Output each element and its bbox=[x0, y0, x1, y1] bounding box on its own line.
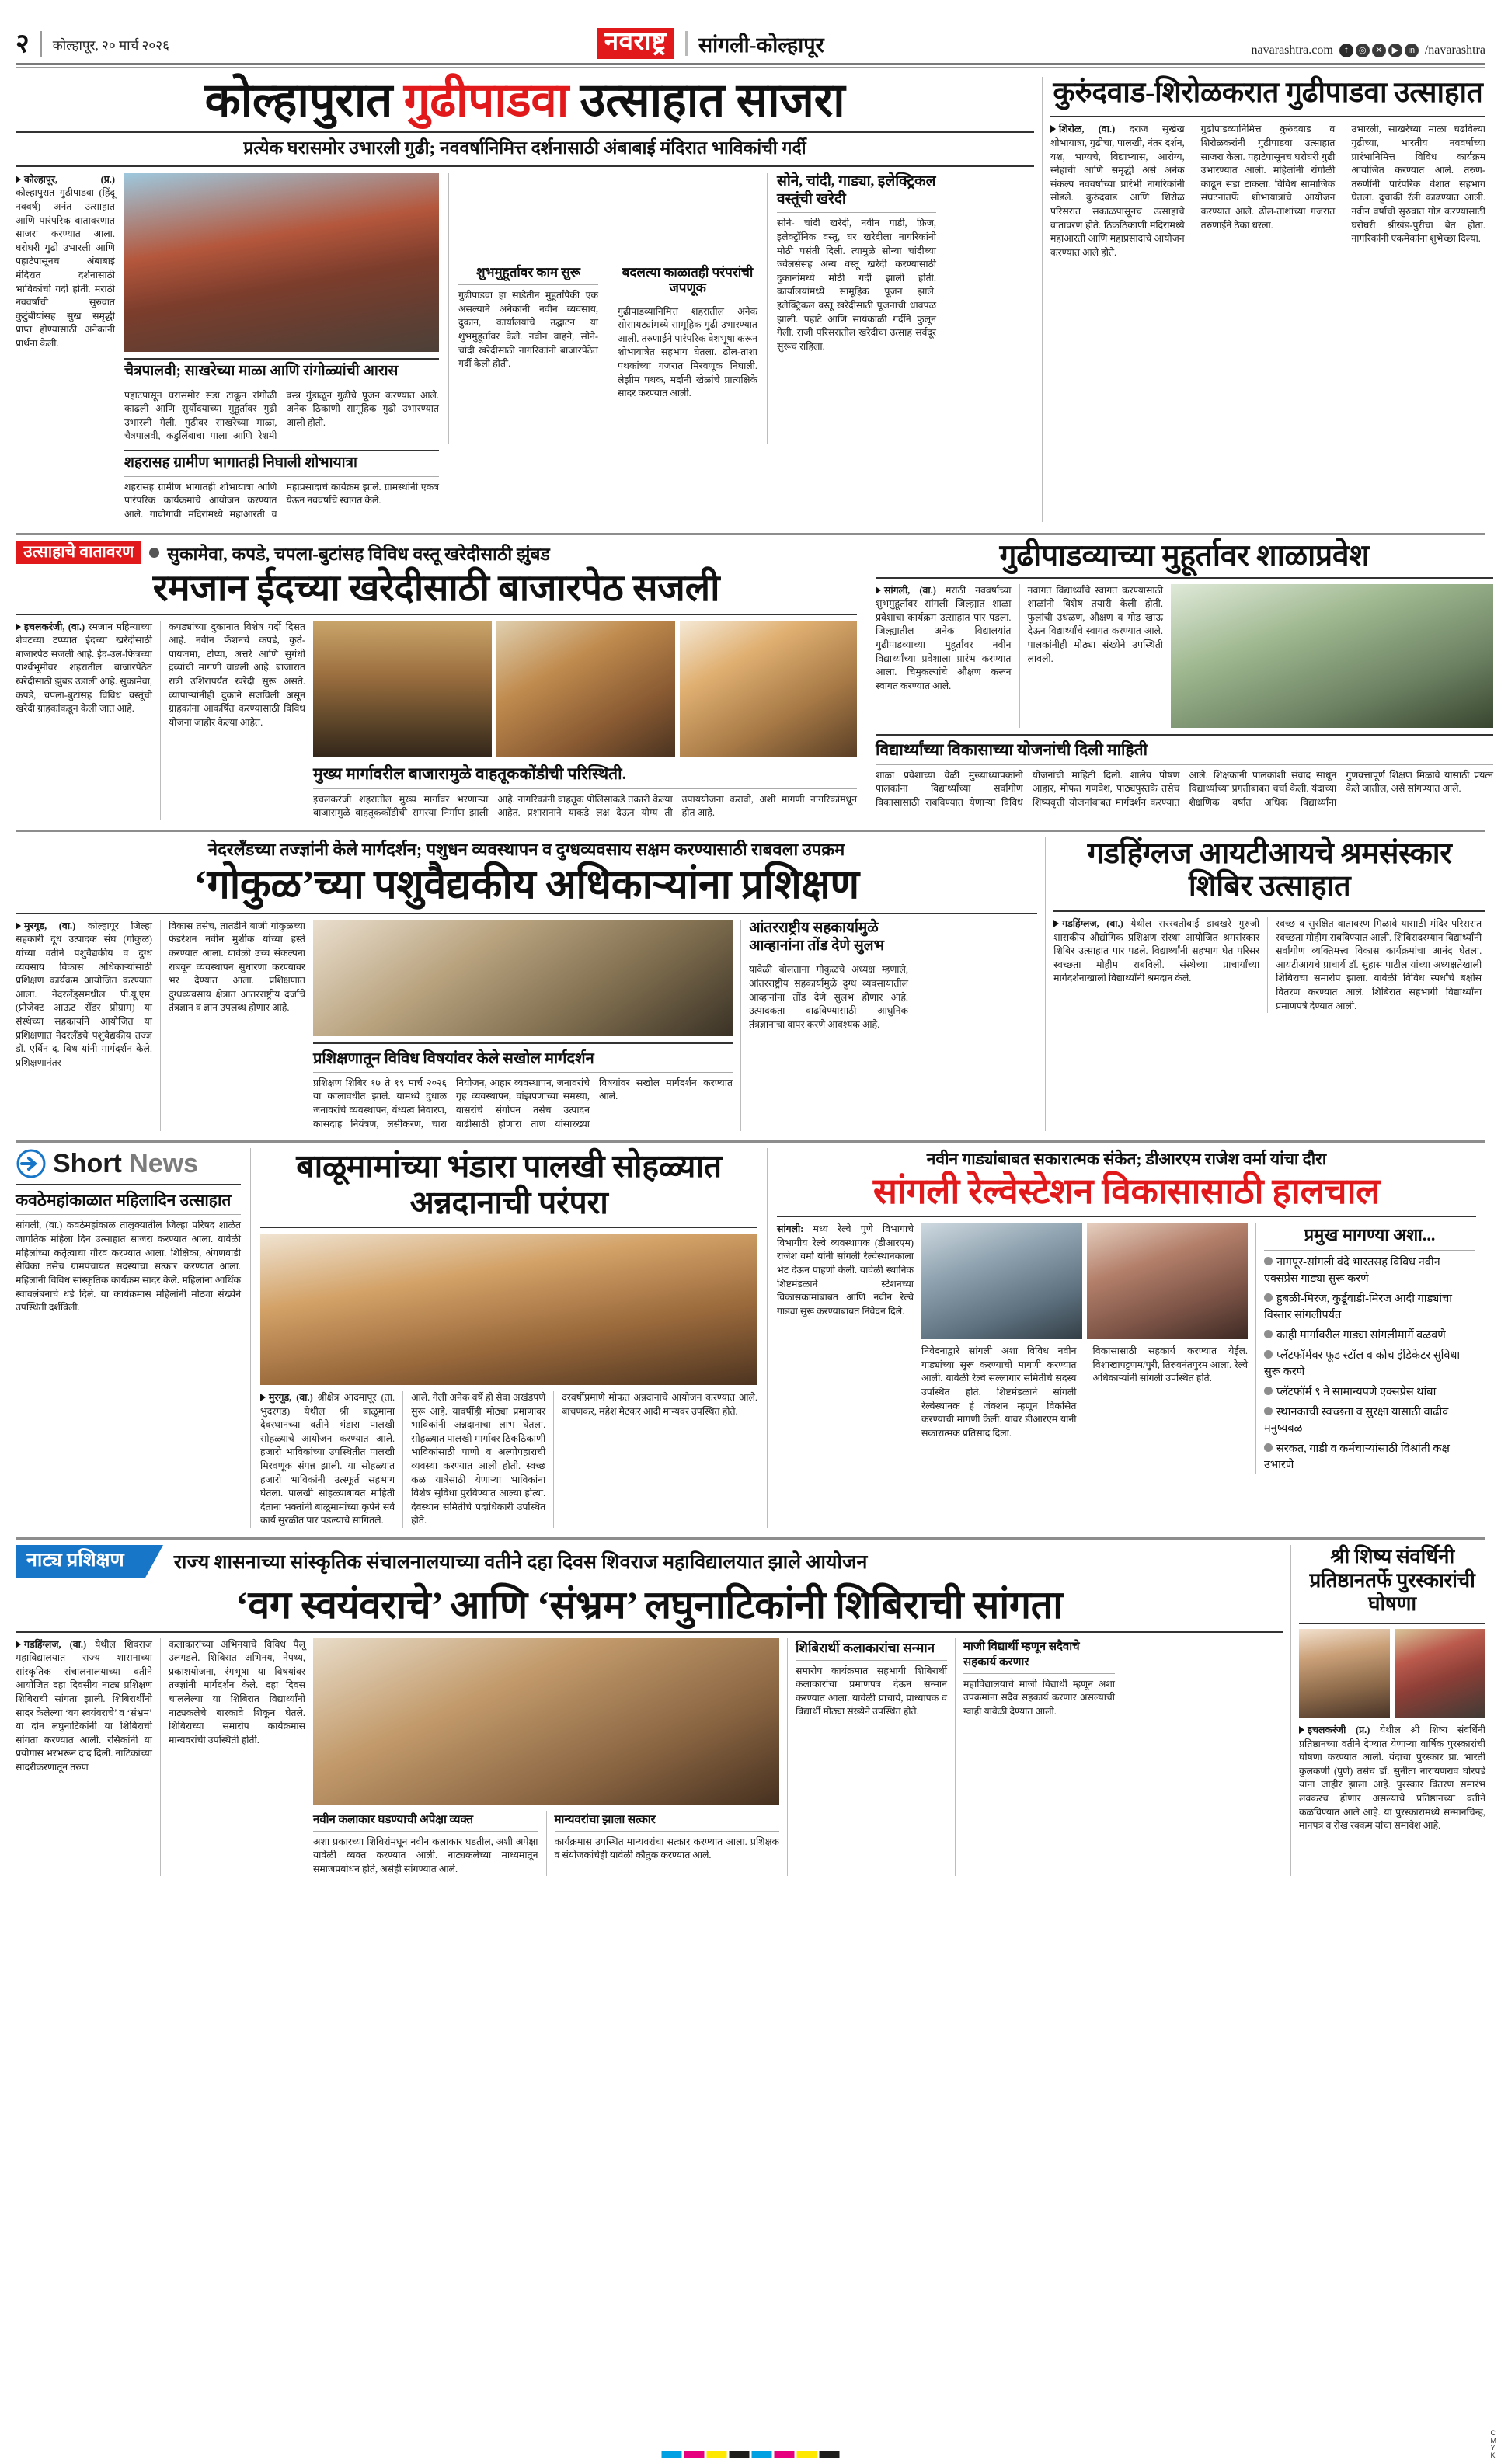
school-col2-text: नवागत विद्यार्थ्यांचे स्वागत करण्यासाठी शाळांनी विशेष तयारी केली होती. फुलांची उधळण, औक्षण व गोड खाऊ देऊन विद्यार्थ्यांचे स्वागत करण्यात आले. पालकांनीही मोठ्या संख्येने उपस्थिती लावली. bbox=[1027, 584, 1163, 664]
gokul-right-title: आंतरराष्ट्रीय सहकार्यामुळे आव्हानांना तोंड देणे सुलभ bbox=[749, 919, 884, 954]
balumama-col3-text: दरवर्षीप्रमाणे मोफत अन्नदानाचे आयोजन करण्यात आले. बाचणकर, महेश मेटकर आदी मान्यवर उपस्थित होते. bbox=[562, 1391, 757, 1417]
lead-sub2-rule-2 bbox=[124, 476, 439, 477]
balumama-photo bbox=[260, 1234, 757, 1385]
balumama-divider-2 bbox=[553, 1391, 554, 1528]
natya-kicker: राज्य शासनाच्या सांस्कृतिक संचालनालयाच्या वतीने दहा दिवस शिवराज महाविद्यालयात झाले आयोजन bbox=[173, 1551, 868, 1573]
bazaar-photo-block bbox=[313, 621, 857, 820]
lead-divider-1 bbox=[448, 173, 449, 444]
school-headline: गुढीपाडव्याच्या मुहूर्तावर शाळाप्रवेश bbox=[999, 538, 1370, 572]
kurundwad-col-3 bbox=[1351, 123, 1485, 259]
kurundwad-col1-text bbox=[1050, 123, 1185, 259]
lead-col2-rule bbox=[458, 284, 598, 285]
shortnews-item-title: कवठेमहांकाळात महिलादिन उत्साहात bbox=[16, 1191, 232, 1210]
natya-sub2-rule bbox=[796, 1660, 947, 1661]
gadhinglaj-rule bbox=[1053, 910, 1485, 912]
balumama-divider-1 bbox=[402, 1391, 403, 1528]
shortnews-rule bbox=[16, 1184, 241, 1185]
natya-sub3-title: मान्यवरांचा झाला सत्कार bbox=[554, 1813, 656, 1826]
bullet-icon bbox=[1299, 1726, 1304, 1734]
page-number: २ bbox=[16, 30, 30, 58]
kurundwad-col2-text: गुढीपाडव्यानिमित्त कुरुंदवाड व शिरोळकरांनी गुढीपाडवा उत्साहात साजरा केला. पहाटेपासूनच घरोघरी गुढी उभारण्यात आली. महिलांनी रांगोळी काढून सडा टाकला. विविध सामाजिक संघटनांतर्फे शोभायात्रांचे आयोजन करण्यात आले. ढोल-ताशांच्या गजरात तरुणाईने ठेका धरला. bbox=[1200, 124, 1336, 231]
demands-title: प्रमुख मागण्या अशा... bbox=[1304, 1225, 1436, 1245]
row-bazaar bbox=[16, 538, 1493, 820]
railway-headline: सांगली रेल्वेस्टेशन विकासासाठी हालचाल bbox=[872, 1171, 1381, 1212]
gokul-col-1 bbox=[16, 920, 152, 1131]
lead-headline-part2: उत्साहात साजरा bbox=[568, 75, 845, 126]
row4-divider-1 bbox=[250, 1148, 251, 1528]
bullet-dot-icon bbox=[1264, 1443, 1273, 1452]
gokul-divider-2 bbox=[740, 920, 741, 1131]
school-story bbox=[876, 538, 1493, 820]
section-rule-1 bbox=[16, 533, 1485, 535]
lead-col2-title: शुभमुहूर्तावर काम सुरू bbox=[475, 264, 581, 280]
gokul-sub-text: प्रशिक्षण शिबिर १७ ते १९ मार्च २०२६ या कालावधीत झाले. यामध्ये दुधाळ जनावरांचे व्यवस्थापन, वंध्यत्व निवारण, कासदाह नियंत्रण, लसीकरण, चारा नियोजन, आहार व्यवस्थापन, जनावरांचे गृह व्यवस्थापन, वांझपणाच्या समस्या, वासरांचे संगोपन तसेच उत्पादन वाढीसाठी होणारा ताण यांसारख्या विषयांवर सखोल मार्गदर्शन करण्यात आले. bbox=[313, 1077, 733, 1129]
balumama-columns bbox=[260, 1391, 757, 1528]
gadhinglaj-col1-body: येथील सरस्वतीबाई डावखरे गुरुजी शासकीय औद्योगिक प्रशिक्षण संस्था आयोजित श्रमसंस्कार शिबिर उत्साहात पार पडले. विद्यार्थ्यांनी सहभाग घेत परिसर स्वच्छता मोहीम राबविली. संस्थेच्या प्राचार्यांच्या मार्गदर्शनाखाली विद्यार्थ्यांनी श्रमदान केले. bbox=[1053, 917, 1260, 984]
school-sub-rule-2 bbox=[876, 764, 1493, 765]
lead-photo bbox=[124, 173, 439, 352]
bazaar-photo-1 bbox=[313, 621, 492, 757]
bullet-icon bbox=[1053, 920, 1059, 927]
lead-rule-2 bbox=[16, 165, 1034, 167]
short-news-label bbox=[53, 1150, 198, 1177]
school-sub-text: शाळा प्रवेशाच्या वेळी मुख्याध्यापकांनी पालकांना विद्यार्थ्यांच्या सर्वांगीण विकासासाठी राबविण्यात येणाऱ्या विविध योजनांची माहिती दिली. शालेय पोषण आहार, मोफत गणवेश, पाठ्यपुस्तके तसेच शिष्यवृत्ती योजनांबाबत मार्गदर्शन करण्यात आले. शिक्षकांनी पालकांशी संवाद साधून विद्यार्थ्यांच्या प्रगतीबाबत चर्चा केली. यंदाच्या शैक्षणिक वर्षात अधिक विद्यार्थ्यांना गुणवत्तापूर्ण शिक्षण मिळावे यासाठी प्रयत्न केले जातील, असे सांगण्यात आले. bbox=[876, 769, 1493, 808]
lead-sub2-title: शहरासह ग्रामीण भागातही निघाली शोभायात्रा bbox=[124, 454, 357, 471]
lead-divider-3 bbox=[767, 173, 768, 444]
gadhinglaj-col2-text: स्वच्छ व सुरक्षित वातावरण मिळावे यासाठी मंदिर परिसरात स्वच्छता मोहीम राबविण्यात आली. शिबिरादरम्यान विद्यार्थ्यांनी सर्वांगीण व्यक्तिमत्त्व विकास कार्यक्रमांचा आनंद घेतला. आयटीआयचे प्राचार्य डॉ. सुहास पाटील यांच्या अध्यक्षतेखाली शिबिराचा समारोप झाला. यावेळी विविध स्पर्धांचे बक्षीस वितरण करण्यात आले. शिबिरात सहभागी विद्यार्थ्यांना प्रमाणपत्रे देण्यात आली. bbox=[1276, 917, 1482, 1011]
natya-col2-text: कलाकारांच्या अभिनयाचे विविध पैलू उलगडले. शिबिरात अभिनय, नेपथ्य, प्रकाशयोजना, रंगभूषा या विषयांवर तज्ज्ञांनी मार्गदर्शन केले. दहा दिवस चाललेल्या या शिबिरात विद्यार्थ्यांनी नाट्यकलेचे बारकावे शिकून घेतले. शिबिराच्या समारोप कार्यक्रमास मान्यवरांची उपस्थिती होती. bbox=[169, 1638, 305, 1745]
gokul-sub-rule bbox=[313, 1042, 733, 1044]
lead-rule bbox=[16, 131, 1034, 133]
lead-col-3 bbox=[618, 173, 757, 444]
bullet-icon bbox=[16, 1641, 21, 1648]
bullet-icon bbox=[1050, 125, 1056, 133]
natya-sub1-text: अशा प्रकारच्या शिबिरांमधून नवीन कलाकार घडतील, अशी अपेक्षा यावेळी व्यक्त करण्यात आली. नाट्यकलेच्या माध्यमातून समाजप्रबोधन होते, असेही सांगण्यात आले. bbox=[313, 1836, 538, 1874]
kurundwad-headline: कुरुंदवाड-शिरोळकरात गुढीपाडवा उत्साहात bbox=[1053, 77, 1483, 109]
natya-divider-1 bbox=[160, 1638, 161, 1877]
lead-sub1-title: चैत्रपालवी; साखरेच्या माळा आणि रांगोळ्यांची आरास bbox=[124, 362, 399, 379]
lead-deck-text: सोने- चांदी खरेदी, नवीन गाडी, फ्रिज, इलेक्ट्रॉनिक वस्तू, घर खरेदीला नागरिकांनी मोठी पसंती दिली. त्यामुळे सोन्या चांदीच्या ज्वेलर्ससह अन्य वस्तू खरेदी करण्यासाठी दुकानांमध्ये मोठी गर्दी झाली होती. कार्यालयांमध्ये सामूहिक पूजन झाले. इलेक्ट्रिकल वस्तू खरेदीसाठी पूजनाची धावपळ झाली. पहाटे आणि सायंकाळी गर्दीने फुलून गेली. राजी परिसरातील खरेदीचा उत्साह सर्वदूर सुरूच राहिला. bbox=[777, 218, 936, 352]
lead-story bbox=[16, 77, 1034, 522]
demand-item: प्लॅटफॉर्म ९ ने सामान्यपणे एक्सप्रेस थांबा bbox=[1264, 1384, 1475, 1401]
demands-rule bbox=[1264, 1250, 1475, 1251]
lead-headline-highlight: गुढीपाडवा bbox=[403, 75, 569, 126]
gadhinglaj-dateline: गडहिंग्लज, (वा.) bbox=[1062, 917, 1123, 929]
masthead bbox=[16, 14, 1485, 57]
bullet-dot-icon bbox=[1264, 1387, 1273, 1395]
awards-rule bbox=[1299, 1623, 1485, 1624]
row5-divider bbox=[1290, 1545, 1291, 1876]
lead-sub2-rule bbox=[124, 450, 439, 451]
bullet-icon bbox=[260, 1394, 266, 1401]
natya-story bbox=[16, 1545, 1283, 1876]
bazaar-caption-rule bbox=[313, 788, 857, 789]
bazaar-rule bbox=[16, 614, 857, 615]
school-dateline: सांगली, (वा.) bbox=[884, 584, 936, 596]
natya-sub4-text: महाविद्यालयाचे माजी विद्यार्थी म्हणून अशा उपक्रमांना सदैव सहकार्य करणार असल्याची ग्वाही यावेळी देण्यात आली. bbox=[963, 1678, 1115, 1717]
kurundwad-col-2 bbox=[1201, 123, 1336, 259]
brand-logo: नवराष्ट्र bbox=[597, 28, 674, 59]
awards-story bbox=[1299, 1545, 1485, 1876]
balumama-story bbox=[260, 1148, 757, 1528]
gadhinglaj-col-2 bbox=[1276, 917, 1482, 1013]
lead-col3-title: बदलत्या काळातही परंपरांची जपणूक bbox=[622, 264, 754, 296]
lead-sub2-block bbox=[124, 450, 439, 522]
demand-item: प्लॅटफॉर्मवर फूड स्टॉल व कोच इंडिकेटर सुविधा सुरू करणे bbox=[1264, 1349, 1461, 1379]
bazaar-col1-text bbox=[16, 621, 152, 716]
lead-col-1 bbox=[16, 173, 115, 444]
bullet-icon bbox=[16, 623, 21, 631]
bullet-icon bbox=[16, 922, 21, 930]
gokul-rule bbox=[16, 913, 1037, 914]
kurundwad-columns bbox=[1050, 123, 1485, 259]
school-sub bbox=[876, 734, 1493, 810]
demand-item: सरकत, गाडी व कर्मचाऱ्यांसाठी विश्रांती कक्ष उभारणे bbox=[1264, 1443, 1450, 1472]
kurundwad-rule bbox=[1050, 116, 1485, 117]
bazaar-tag: उत्साहाचे वातावरण bbox=[16, 541, 141, 564]
gokul-story bbox=[16, 837, 1037, 1131]
row4-divider-2 bbox=[767, 1148, 768, 1528]
row-shortnews bbox=[16, 1148, 1485, 1528]
kurundwad-story bbox=[1050, 77, 1485, 522]
shortnews-item-text: सांगली, (वा.) कवठेमहांकाळ तालुक्यातील जिल्हा परिषद शाळेत जागतिक महिला दिन उत्साहात साजरा करण्यात आला. यावेळी महिलांच्या कर्तृत्वाचा गौरव करण्यात आला. शिक्षिका, अंगणवाडी सेविका तसेच ग्रामपंचायत सदस्यांचा सत्कार करण्यात आला. महिलांनी विविध सांस्कृतिक कार्यक्रम सादर केले. महिलांना आर्थिक स्वावलंबनाचे धडे दिले. या कार्यक्रमास महिलांनी मोठ्या संख्येने उपस्थिती दर्शविली. bbox=[16, 1220, 241, 1314]
brand-divider bbox=[685, 31, 688, 56]
lead-sub1-text: पहाटपासून घरासमोर सडा टाकून रांगोळी काढली आणि सुर्योदयाच्या मुहूर्तावर गुढी उभारली गेली. गुढीवर साखरेच्या माळा, चैत्रपालवी, कडुलिंबाचा पाला आणि रेशमी वस्त्र गुंडाळून गुढीचे पूजन करण्यात आले. अनेक ठिकाणी सामूहिक गुढी उभारण्यात आली होती. bbox=[124, 389, 439, 442]
school-photo bbox=[1171, 584, 1493, 728]
school-top bbox=[876, 584, 1493, 728]
railway-photo-2 bbox=[1087, 1223, 1248, 1339]
section-rule-4 bbox=[16, 1537, 1485, 1540]
color-registration-bars bbox=[662, 2451, 840, 2458]
railway-col1-text bbox=[777, 1223, 914, 1318]
bazaar-story bbox=[16, 541, 857, 820]
social-handle[interactable]: /navarashtra bbox=[1424, 44, 1485, 57]
lead-sub2-text: शहरासह ग्रामीण भागातही शोभायात्रा आणि पारंपरिक कार्यक्रमांचे आयोजन करण्यात आले. गावोगावी मंदिरांमध्ये महाआरती व महाप्रसादाचे कार्यक्रम झाले. ग्रामस्थांनी एकत्र येऊन नववर्षाचे स्वागत केले. bbox=[124, 481, 439, 520]
natya-col-1 bbox=[16, 1638, 152, 1877]
section-rule-2 bbox=[16, 830, 1485, 832]
balumama-col-2 bbox=[411, 1391, 545, 1528]
natya-headline-q1: ‘वग स्वयंवराचे’ bbox=[235, 1582, 442, 1627]
bazaar-columns bbox=[16, 621, 857, 820]
natya-sub1-rule bbox=[313, 1831, 538, 1832]
lead-subhead: प्रत्येक घरासमोर उभारली गुढी; नववर्षानिमित्त दर्शनासाठी अंबाबाई मंदिरात भाविकांची गर्दी bbox=[243, 138, 806, 158]
gokul-divider-1 bbox=[160, 920, 161, 1131]
bullet-icon bbox=[876, 586, 881, 594]
lead-col2-text: गुढीपाडवा हा साडेतीन मुहूर्तांपैकी एक असल्याने अनेकांनी नवीन व्यवसाय, दुकान, कार्यालयांचे उद्घाटन या शुभमुहूर्तावर केले. नवीन वाहने, सोने-चांदी खरेदीसाठी नागरिकांनी बाजारपेठेत गर्दी केली होती. bbox=[458, 290, 598, 370]
natya-sub1-title: नवीन कलाकार घडण्याची अपेक्षा व्यक्त bbox=[313, 1813, 474, 1826]
balumama-rule bbox=[260, 1227, 757, 1228]
gadhinglaj-col-1 bbox=[1053, 917, 1259, 1013]
lead-deck-title: सोने, चांदी, गाड्या, इलेक्ट्रिकल वस्तूंची खरेदी bbox=[777, 172, 936, 207]
bullet-dot-icon bbox=[1264, 1330, 1273, 1338]
bullet-dot-icon bbox=[1264, 1293, 1273, 1302]
railway-dateline: सांगली: bbox=[777, 1223, 804, 1235]
row-gokul bbox=[16, 837, 1485, 1131]
gadhinglaj-headline: गडहिंग्लज आयटीआयचे श्रमसंस्कार शिबिर उत्साहात bbox=[1087, 837, 1452, 903]
gadhinglaj-col1-text bbox=[1053, 917, 1259, 986]
gokul-right-col bbox=[749, 920, 908, 1131]
bazaar-col-1 bbox=[16, 621, 152, 820]
natya-sub3 bbox=[555, 1811, 780, 1877]
school-subhead: विद्यार्थ्यांच्या विकासाच्या योजनांची दिली माहिती bbox=[876, 740, 1148, 759]
railway-col2-text: निवेदनाद्वारे सांगली अशा विविध नवीन गाड्यांच्या सुरू करण्याची मागणी करण्यात आली. यावेळी रेल्वे सल्लागार समितीचे सदस्य उपस्थित होते. शिष्टमंडळाने सांगली रेल्वेस्थानक हे जंक्शन म्हणून विकसित करण्याची मागणी केली. यावर डीआरएम यांनी सकारात्मक प्रतिसाद दिला. bbox=[921, 1345, 1077, 1439]
demand-item: हुबळी-मिरज, कुर्डूवाडी-मिरज आदी गाड्यांचा विस्तार सांगलीपर्यंत bbox=[1264, 1293, 1453, 1322]
natya-sub3-rule bbox=[555, 1831, 780, 1832]
bazaar-after-caption: इचलकरंजी शहरातील मुख्य मार्गावर भरणाऱ्या बाजारामुळे वाहतूककोंडीची समस्या निर्माण झाली आहे. नागरिकांनी वाहतूक पोलिसांकडे तक्रारी केल्या आहेत. प्रशासनाने याकडे लक्ष देऊन योग्य ती उपाययोजना करावी, अशी मागणी नागरिकांमधून होत आहे. bbox=[313, 793, 857, 819]
railway-photo-block bbox=[921, 1223, 1248, 1474]
natya-photo bbox=[313, 1638, 779, 1805]
lead-deck-rule bbox=[777, 212, 936, 213]
edition-name: सांगली-कोल्हापूर bbox=[698, 33, 824, 57]
lead-col-2 bbox=[458, 173, 598, 444]
railway-columns bbox=[777, 1223, 1476, 1474]
lead-photo-block bbox=[124, 173, 439, 444]
natya-col1-text bbox=[16, 1638, 152, 1775]
natya-columns bbox=[16, 1638, 1283, 1877]
natya-headline bbox=[16, 1582, 1283, 1627]
gokul-sub-title: प्रशिक्षणातून विविध विषयांवर केले सखोल मार्गदर्शन bbox=[313, 1049, 594, 1067]
bullet-dot-icon bbox=[149, 548, 159, 558]
bazaar-headline: रमजान ईदच्या खरेदीसाठी बाजारपेठ सजली bbox=[152, 567, 720, 609]
row-natya bbox=[16, 1545, 1485, 1876]
demand-item: स्थानकाची स्वच्छता व सुरक्षा यासाठी वाढीव मनुष्यबळ bbox=[1264, 1406, 1449, 1436]
lead-dateline: कोल्हापूर, (प्र.) bbox=[24, 173, 115, 185]
bazaar-col1-body: रमजान महिन्याच्या शेवटच्या टप्प्यात ईदच्या खरेदीसाठी बाजारपेठ सजली आहे. ईद-उल-फित्रच्या पार्श्वभूमीवर शहरातील बाजारपेठेत खरेदीसाठी झुंबड उडाली आहे. सुकामेवा, कपडे, चपला-बुटांसह विविध वस्तूंची खरेदी ग्राहकांकडून केली जात आहे. bbox=[16, 621, 152, 715]
natya-col1-body: येथील शिवराज महाविद्यालयात राज्य शासनाच्या सांस्कृतिक संचालनालयाच्या वतीने आयोजित दहा दिवसीय नाट्य प्रशिक्षण शिबिराची सांगता झाली. शिबिरार्थींनी सादर केलेल्या ‘वग स्वयंवराचे’ व ‘संभ्रम’ या दोन लघुनाटिकांनी या शिबिराची सांगता करण्यात आली. रसिकांनी या प्रयोगास भरभरून दाद दिली. नाटिकांच्या सादरीकरणातून तरुण bbox=[16, 1638, 152, 1773]
lead-deck-right bbox=[777, 173, 936, 444]
kurundwad-col-1 bbox=[1050, 123, 1185, 259]
bazaar-col2-text: कपड्यांच्या दुकानात विशेष गर्दी दिसत आहे. नवीन फॅशनचे कपडे, कुर्ते-पायजमा, टोप्या, अत्तरे आणि सुगंधी द्रव्यांची मागणी वाढली आहे. बाजारात रात्री उशिरापर्यंत खरेदी सुरू असते. व्यापाऱ्यांनीही दुकाने सजविली असून ग्राहकांना आकर्षित करण्यासाठी विविध योजना जाहीर केल्या आहेत. bbox=[169, 621, 305, 728]
gokul-photo-block bbox=[313, 920, 733, 1131]
bullet-dot-icon bbox=[1264, 1257, 1273, 1265]
row1-main-divider bbox=[1042, 77, 1043, 522]
bullet-dot-icon bbox=[1264, 1407, 1273, 1415]
school-col-2 bbox=[1027, 584, 1163, 728]
school-col1-body: मराठी नववर्षाच्या शुभमुहूर्तावर सांगली जिल्ह्यात शाळा प्रवेशाचा कार्यक्रम उत्साहात पार पडला. जिल्ह्यातील अनेक विद्यालयांत गुढीपाडव्याच्या मुहूर्तावर नवीन विद्यार्थ्यांच्या प्रवेशाला प्रारंभ करण्यात आला. चिमुकल्यांचे औक्षण करून स्वागत करण्यात आले. bbox=[876, 584, 1012, 691]
gokul-headline-rest: च्या पशुवैद्यकीय अधिकाऱ्यांना प्रशिक्षण bbox=[314, 862, 859, 907]
social-icons bbox=[1339, 44, 1419, 57]
balumama-headline: बाळूमामांच्या भंडारा पालखी सोहळ्यात अन्नदानाची परंपरा bbox=[296, 1148, 722, 1220]
linkedin-icon[interactable]: in bbox=[1405, 44, 1419, 57]
award-winner-portrait-1 bbox=[1299, 1629, 1390, 1718]
gokul-col-2 bbox=[169, 920, 305, 1131]
gokul-sub-rule-2 bbox=[313, 1072, 733, 1073]
gokul-right-text: यावेळी बोलताना गोकुळचे अध्यक्ष म्हणाले, आंतरराष्ट्रीय सहकार्यामुळे दुग्ध व्यवसायातील आव्हानांना तोंड देणे सुलभ होणार आहे. उत्पादकता वाढविण्यासाठी आधुनिक तंत्रज्ञानाचा वापर करणे आवश्यक आहे. bbox=[749, 964, 908, 1030]
natya-col-2 bbox=[169, 1638, 305, 1877]
masthead-brand-block bbox=[597, 28, 824, 59]
natya-tag: नाट्य प्रशिक्षण bbox=[16, 1545, 145, 1578]
lead-col3-text: गुढीपाडव्यानिमित्त शहरातील अनेक सोसायट्यांमध्ये सामूहिक गुढी उभारण्यात आली. तरुणाईने पारंपरिक वेशभूषा करून शोभायात्रेत सहभाग घेतला. ढोल-ताशा पथकांच्या गजरात मिरवणूक निघाली. लेझीम पथक, मर्दानी खेळांचे प्रात्यक्षिके सादर करण्यात आली. bbox=[618, 305, 757, 399]
natya-sub2-text: समारोप कार्यक्रमात सहभागी शिबिरार्थी कलाकारांचा प्रमाणपत्र देऊन सन्मान करण्यात आला. यावेळी प्राचार्य, प्राध्यापक व विद्यार्थी मोठ्या संख्येने उपस्थित होते. bbox=[796, 1665, 947, 1717]
balumama-col-1 bbox=[260, 1391, 395, 1528]
natya-divider-3 bbox=[955, 1638, 956, 1877]
natya-sub4-title: माजी विद्यार्थी म्हणून सदैवाचे सहकार्य करणार bbox=[963, 1640, 1080, 1669]
balumama-col1-body: श्रीक्षेत्र आदमापूर (ता. भुदरगड) येथील श्री बाळूमामा देवस्थानच्या वतीने भंडारा पालखी सोहळ्याचे आयोजन करण्यात आले. हजारो भाविकांच्या उपस्थितीत पालखी मिरवणूक संपन्न झाली. या सोहळ्यात हजारो भाविकांनी उत्स्फूर्त सहभाग घेतला. पालखी सोहळ्याबाबत माहिती देताना भक्तांनी बाळूमामांच्या कृपेने सर्व कार्य सुरळीत पार पडल्याचे सांगितले. bbox=[260, 1391, 395, 1526]
short-news-label-1: Short bbox=[53, 1149, 122, 1179]
natya-sub4 bbox=[963, 1638, 1115, 1877]
x-twitter-icon[interactable]: ✕ bbox=[1372, 44, 1386, 57]
railway-rule bbox=[777, 1216, 1476, 1217]
bullet-icon bbox=[16, 176, 21, 183]
demand-item: नागपूर-सांगली वंदे भारतसह विविध नवीन एक्सप्रेस गाड्या सुरू करणे bbox=[1264, 1256, 1440, 1286]
railway-col3-text: विकासासाठी सहकार्य करण्यात येईल. विशाखापट्टणम/पुरी, तिरुवनंतपुरम आला. रेल्वे अधिकाऱ्यांनी सांगली उपस्थित होते. bbox=[1092, 1345, 1248, 1384]
gokul-columns bbox=[16, 920, 1037, 1131]
lead-headline-part1: कोल्हापुरात bbox=[204, 75, 404, 126]
masthead-rule-thick bbox=[16, 63, 1485, 65]
masthead-right bbox=[1252, 44, 1485, 57]
masthead-divider bbox=[40, 31, 42, 57]
lead-col1-body: कोल्हापुरात गुढीपाडवा (हिंदू नववर्ष) अनंत उत्साहात आणि पारंपरिक वातावरणात साजरा करण्यात आला. घरोघरी गुढी उभारली आणि पहाटेपासूनच अंबाबाई मंदिरात दर्शनासाठी भाविकांची गर्दी होती. मराठी नववर्षाची सुरुवात कुटुंबीयांसह सुख समृद्धी प्राप्त होण्यासाठी अनेकांनी प्रार्थना केली. bbox=[16, 187, 115, 350]
gokul-headline-quoted: ‘गोकुळ’ bbox=[193, 862, 315, 907]
natya-headline-rest: लघुनाटिकांनी शिबिराची सांगता bbox=[636, 1582, 1063, 1627]
awards-dateline: इचलकरंजी (प्र.) bbox=[1308, 1724, 1370, 1736]
natya-divider-s bbox=[546, 1811, 547, 1877]
gokul-dateline: मुरगूड, (वा.) bbox=[24, 920, 76, 931]
bazaar-dateline: इचलकरंजी, (वा.) bbox=[24, 621, 85, 632]
lead-columns bbox=[16, 173, 1034, 444]
shortnews-block bbox=[16, 1148, 241, 1528]
awards-text bbox=[1299, 1724, 1485, 1833]
shortnews-item-rule bbox=[16, 1214, 241, 1215]
gokul-headline bbox=[16, 862, 1037, 907]
cmyk-marks: C M Y K bbox=[1490, 2429, 1496, 2459]
bazaar-photo-caption: मुख्य मार्गावरील बाजारामुळे वाहतूककोंडीची परिस्थिती. bbox=[313, 764, 626, 783]
bullet-dot-icon bbox=[1264, 1350, 1273, 1359]
masthead-dateline: कोल्हापूर, २० मार्च २०२६ bbox=[52, 37, 169, 53]
railway-demands-box bbox=[1264, 1223, 1475, 1474]
bazaar-photo-2 bbox=[496, 621, 675, 757]
facebook-icon[interactable]: f bbox=[1339, 44, 1353, 57]
gadhinglaj-story bbox=[1053, 837, 1485, 1131]
bazaar-divider-1 bbox=[160, 621, 161, 820]
bazaar-kicker: सुकामेवा, कपडे, चपला-बुटांसह विविध वस्तू खरेदीसाठी झुंबड bbox=[167, 544, 550, 564]
natya-sub2-title: शिबिरार्थी कलाकारांचा सन्मान bbox=[796, 1640, 935, 1655]
natya-sub2 bbox=[796, 1638, 947, 1877]
gokul-photo bbox=[313, 920, 733, 1036]
gadhinglaj-columns bbox=[1053, 917, 1485, 1013]
gokul-kicker: नेदरलँडच्या तज्ज्ञांनी केले मार्गदर्शन; पशुधन व्यवस्थापन व दुग्धव्यवसाय सक्षम करण्यासाठी राबवला उपक्रम bbox=[207, 839, 845, 859]
gokul-col2-text: विकास तसेच, तातडीने बाजी गोकुळच्या फेडरेशन नवीन मुर्शीक यांच्या हस्ते करण्यात आला. यावेळी उच्च संकल्पना राबवून व्यवस्थापन सुधारणा करण्यावर भर देण्यात आला. प्रशिक्षणात दुग्धव्यवसाय क्षेत्रात आंतरराष्ट्रीय दर्जाचे तंत्रज्ञान व ज्ञान उपलब्ध होणार आहे. bbox=[169, 920, 305, 1014]
gokul-col1-text bbox=[16, 920, 152, 1070]
railway-kicker: नवीन गाड्यांबाबत सकारात्मक संकेत; डीआरएम राजेश वर्मा यांचा दौरा bbox=[926, 1150, 1327, 1169]
demand-item: काही मार्गांवरील गाड्या सांगलीमार्गे वळवणे bbox=[1264, 1328, 1475, 1344]
school-col-1 bbox=[876, 584, 1012, 728]
school-sub-rule bbox=[876, 734, 1493, 736]
kurundwad-col1-body: दराज सुखेख शोभायात्रा, गुढीचा, पालखी, नंतर दर्शन, यश, भाग्यचे, विद्याभ्यास, आरोग्य, स्नेहाची आणि समृद्धी असे अनेक संकल्प नववर्षाच्या प्रारंभी नागरिकांनी सोडले. कुरुंदवाड आणि शिरोळ परिसरात सकाळपासूनच उत्साहाचे वातावरण होते. ठिकठिकाणी मंदिरांमध्ये महाआरती आणि महाप्रसादाचे आयोजन करण्यात आले होते. bbox=[1050, 124, 1185, 258]
section-rule-3 bbox=[16, 1140, 1485, 1143]
school-col1-text bbox=[876, 584, 1012, 694]
masthead-rule-thin bbox=[16, 67, 1485, 68]
demands-list bbox=[1264, 1255, 1475, 1474]
youtube-icon[interactable]: ▶ bbox=[1388, 44, 1402, 57]
railway-col-1 bbox=[777, 1223, 914, 1474]
gadhinglaj-divider bbox=[1267, 917, 1268, 1013]
short-news-arrow-icon bbox=[16, 1148, 47, 1179]
railway-photo-1 bbox=[921, 1223, 1082, 1339]
masthead-left bbox=[16, 31, 169, 57]
railway-divider-3 bbox=[1255, 1223, 1256, 1474]
lead-col1-text bbox=[16, 173, 115, 351]
natya-divider-2 bbox=[787, 1638, 788, 1877]
balumama-dateline: मुरगूड, (वा.) bbox=[269, 1391, 313, 1403]
awards-headline: श्री शिष्य संवर्धिनी प्रतिष्ठानतर्फे पुरस्कारांची घोषणा bbox=[1309, 1545, 1475, 1616]
website-url[interactable]: navarashtra.com bbox=[1251, 44, 1333, 57]
natya-rule bbox=[16, 1631, 1283, 1633]
short-news-label-2: News bbox=[129, 1149, 199, 1179]
bazaar-col-2 bbox=[169, 621, 305, 820]
lead-sub1-rule bbox=[124, 358, 439, 360]
lead-headline bbox=[16, 77, 1034, 124]
kurundwad-dateline: शिरोळ, (वा.) bbox=[1059, 124, 1116, 135]
balumama-col-3 bbox=[562, 1391, 757, 1528]
school-rule bbox=[876, 577, 1493, 579]
school-divider-1 bbox=[1019, 584, 1020, 728]
natya-photo-block bbox=[313, 1638, 779, 1877]
kurundwad-col3-text: उभारली, साखरेच्या माळा चढविल्या गुढीच्या, भारतीय नववर्षाच्या प्रारंभानिमित्त विविध कार्यक्रम आयोजित करण्यात आले. तरुण-तरुणींनी पारंपरिक वेशात सहभाग घेतला. दुचाकी रॅली काढण्यात आली. नवीन वर्षाची सुरुवात गोड करण्यासाठी घरोघरी श्रीखंड-पुरीचा बेत होता. नागरिकांनी एकमेकांना शुभेच्छा दिल्या. bbox=[1351, 124, 1485, 245]
lead-sub2-row bbox=[16, 450, 1034, 522]
row-lead bbox=[16, 77, 1485, 522]
natya-sub1 bbox=[313, 1811, 538, 1877]
natya-dateline: गडहिंग्लज, (वा.) bbox=[24, 1638, 87, 1650]
row3-divider bbox=[1045, 837, 1046, 1131]
school-photo-block bbox=[1171, 584, 1493, 728]
bazaar-photo-3 bbox=[680, 621, 857, 757]
natya-headline-q2: ‘संभ्रम’ bbox=[537, 1582, 637, 1627]
award-winner-portrait-2 bbox=[1395, 1629, 1485, 1718]
awards-body: येथील श्री शिष्य संवर्धिनी प्रतिष्ठानच्या वतीने देण्यात येणाऱ्या वार्षिक पुरस्कारांची घोषणा करण्यात आली. यंदाचा पुरस्कार प्रा. भारती कुलकर्णी (पुणे) तसेच डॉ. सुनीता नारायणराव घोरपडे यांना जाहीर झाला आहे. पुरस्कार वितरण समारंभ लवकरच होणार असल्याचे प्रतिष्ठानच्या वतीने कळविण्यात आले आहे. या पुरस्कारामध्ये सन्मानचिन्ह, मानपत्र व रोख रक्कम यांचा समावेश आहे. bbox=[1299, 1724, 1485, 1832]
balumama-col2-text: आले. गेली अनेक वर्षे ही सेवा अखंडपणे सुरू आहे. यावर्षीही मोठ्या प्रमाणावर भाविकांनी अन्नदानाचा लाभ घेतला. सोहळ्यात पालखी मार्गावर ठिकठिकाणी भाविकांसाठी पाणी व अल्पोपहाराची व्यवस्था करण्यात आली होती. स्वच्छ कळ यात्रेसाठी येणाऱ्या भाविकांना विशेष सुविधा पुरविण्यात आल्या होत्या. देवस्थान समितीचे पदाधिकारी उपस्थित होते. bbox=[411, 1391, 546, 1526]
shortnews-logo bbox=[16, 1148, 241, 1179]
natya-headline-mid: आणि bbox=[441, 1582, 538, 1627]
balumama-col1-text bbox=[260, 1391, 395, 1528]
natya-sub4-rule bbox=[963, 1673, 1115, 1674]
railway-col1-body: मध्य रेल्वे पुणे विभागाचे विभागीय रेल्वे व्यवस्थापक (डीआरएम) राजेश वर्मा यांनी सांगली रेल्वेस्थानकाला भेट देऊन पाहणी केली. यावेळी स्थानिक शिष्टमंडळाने स्टेशनच्या विकासकामांबाबत आणि नवीन रेल्वे गाड्या सुरू करण्याबाबत निवेदन दिले. bbox=[777, 1223, 914, 1317]
railway-story bbox=[777, 1148, 1476, 1528]
gokul-col1-body: कोल्हापूर जिल्हा सहकारी दूध उत्पादक संघ (गोकुळ) यांच्या वतीने पशुवैद्यकीय व दुग्ध व्यवसाय विकास अधिकाऱ्यांसाठी प्रशिक्षण कार्यक्रम आयोजित करण्यात आला. नेदरलँड्समधील पी.यू.एम. (प्रोजेक्ट आऊट सेंडर प्रोग्राम) या संस्थेच्या सहकार्याने आयोजित या प्रशिक्षणात नेदरलँडचे पशुवैद्यकीय तज्ज्ञ डॉ. एर्विन द. विथ यांनी मार्गदर्शन केले. प्रशिक्षणानंतर bbox=[16, 920, 152, 1068]
natya-sub3-text: कार्यक्रमास उपस्थित मान्यवरांचा सत्कार करण्यात आला. प्रशिक्षक व संयोजकांचेही यावेळी कौतुक करण्यात आले. bbox=[554, 1836, 779, 1861]
instagram-icon[interactable]: ◎ bbox=[1356, 44, 1370, 57]
